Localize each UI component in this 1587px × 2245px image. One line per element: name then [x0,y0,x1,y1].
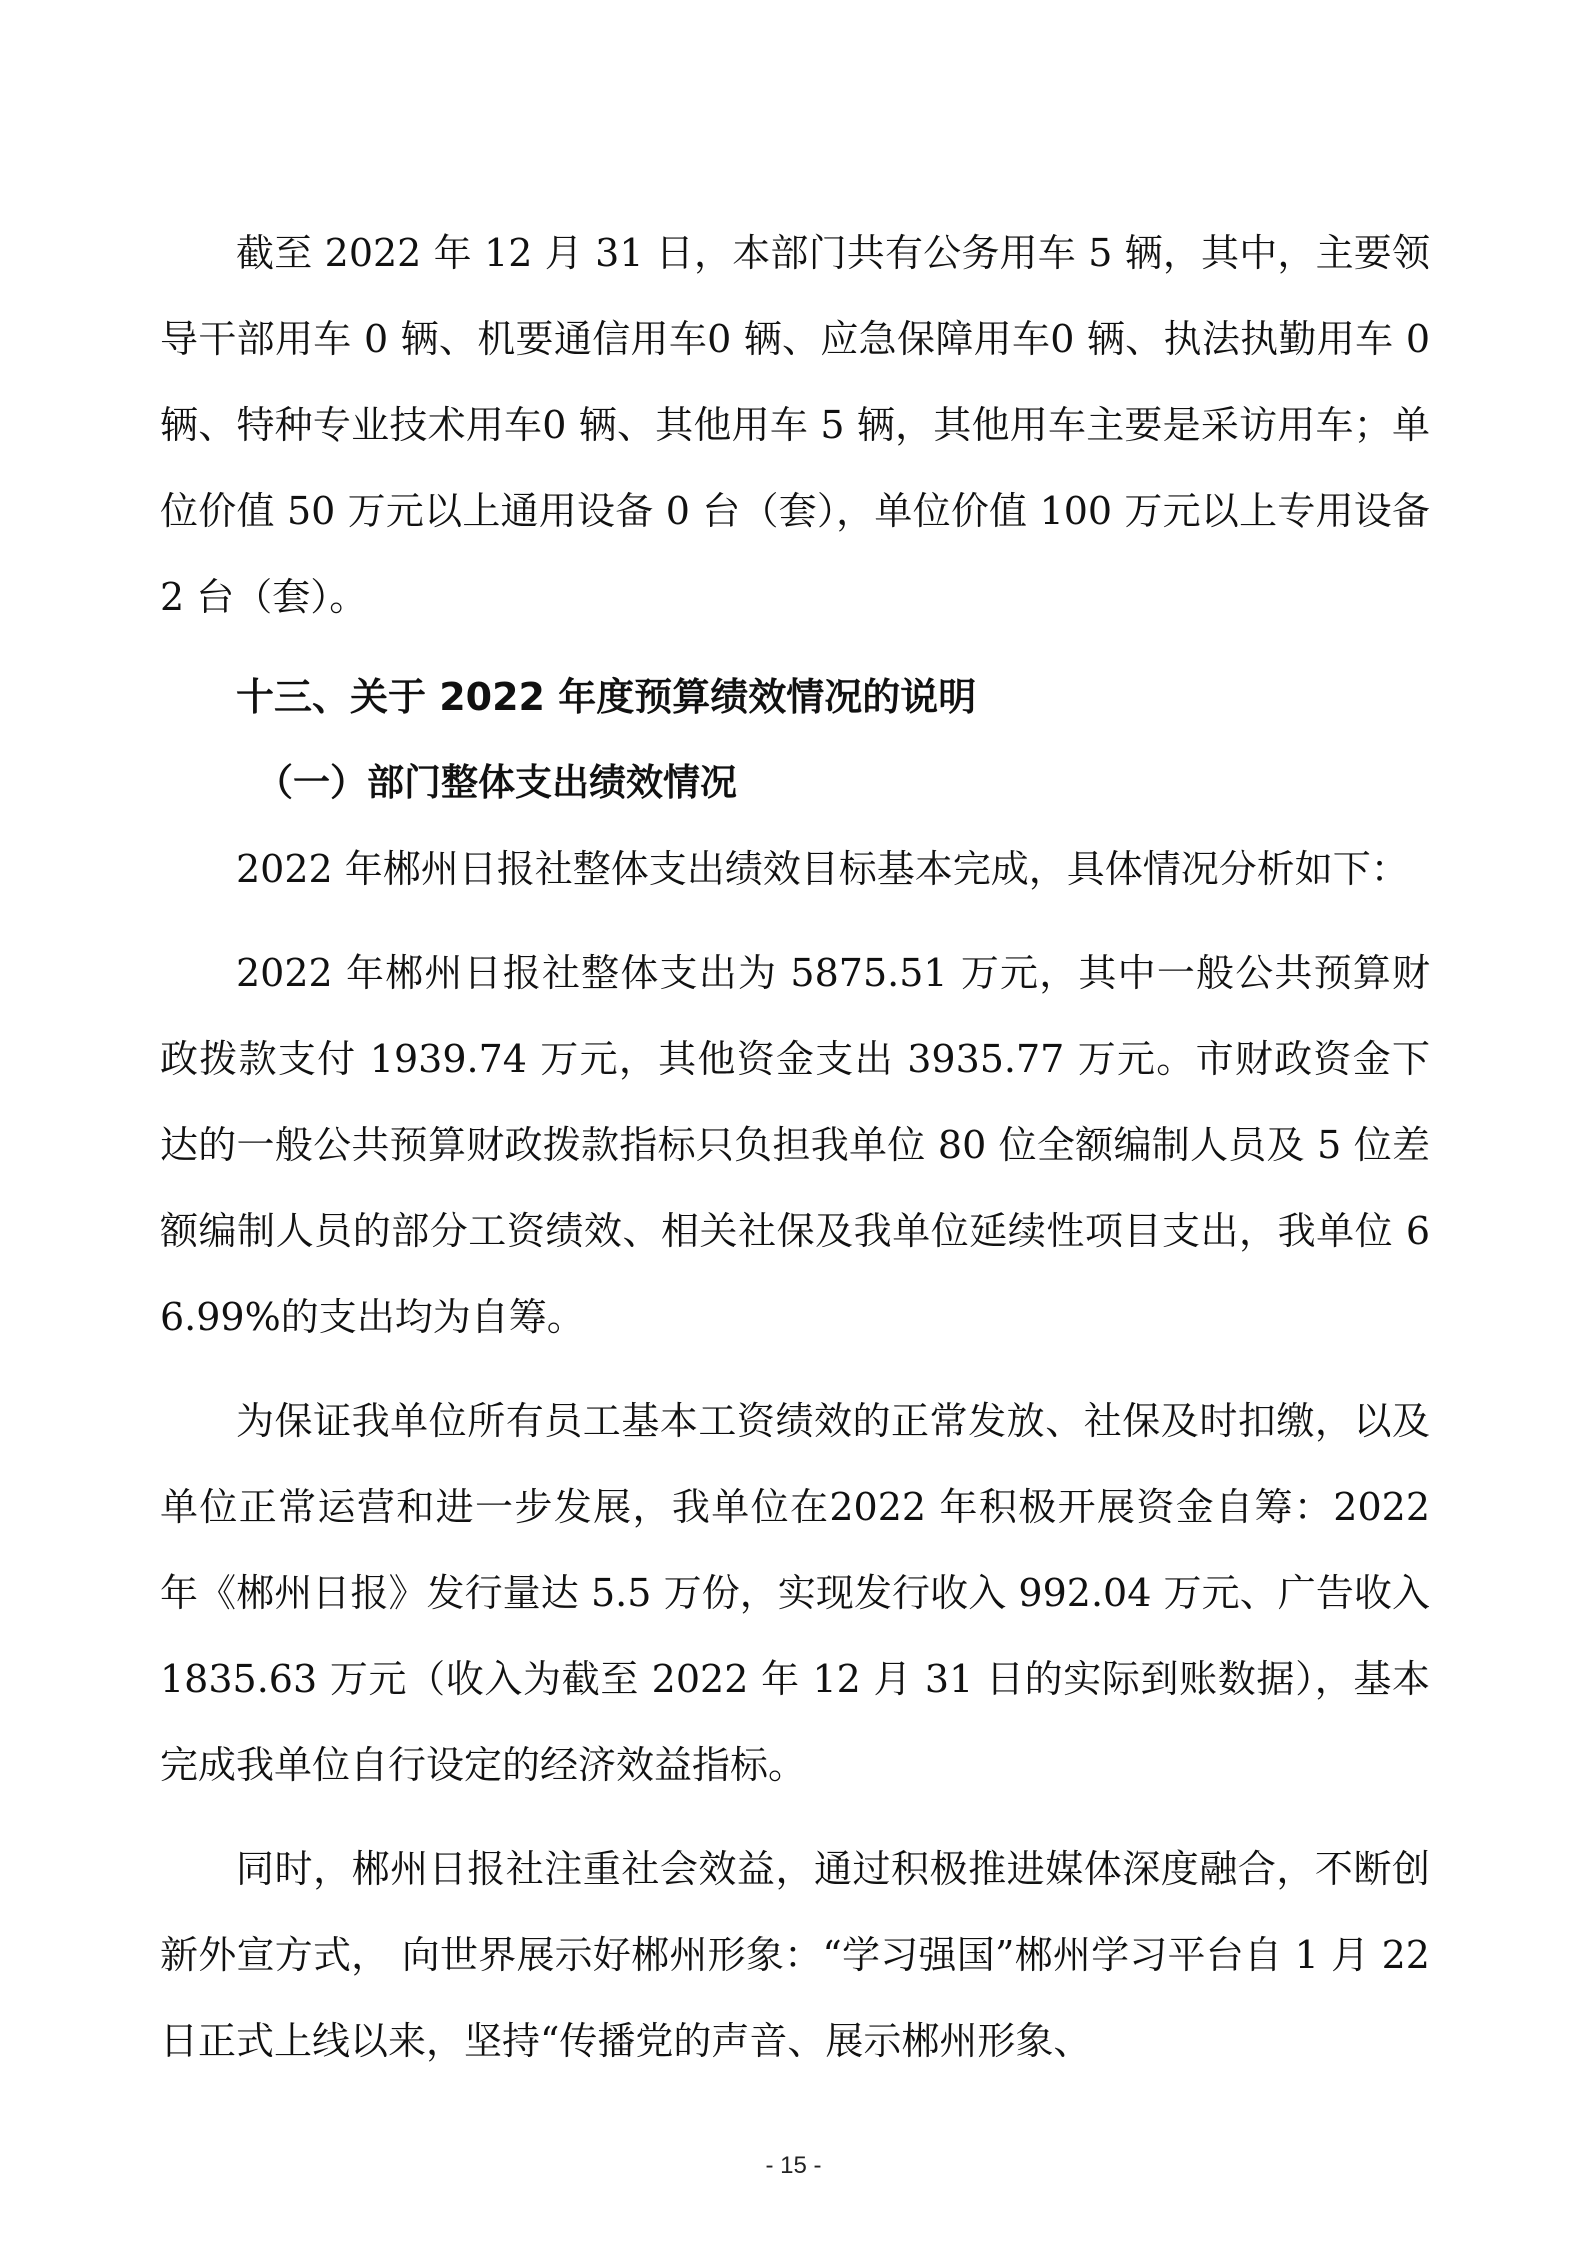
paragraph-vehicles: 截至 2022 年 12 月 31 日，本部门共有公务用车 5 辆，其中，主要领导干部用车 0 辆、机要通信用车0 辆、应急保障用车0 辆、执法执勤用车 0 辆、特种专业技术用车0 辆、其他用车 5 辆，其他用车主要是采访用车；单位价值 50 万元以上通用设备 0 台（套），单位价值 100 万元以上专用设备 2 台（套）。 [160,231,1430,619]
paragraph-expenditure: 2022 年郴州日报社整体支出为 5875.51 万元，其中一般公共预算财政拨款支付 1939.74 万元，其他资金支出 3935.77 万元。市财政资金下达的一般公共预算财政拨款指标只负担我单位 80 位全额编制人员及 5 位差额编制人员的部分工资绩效、相关社保及我单位延续性项目支出，我单位 66.99%的支出均为自筹。 [160,951,1430,1339]
page-number: - 15 - [765,2152,822,2179]
paragraph-self-funding: 为保证我单位所有员工基本工资绩效的正常发放、社保及时扣缴，以及单位正常运营和进一步发展，我单位在2022 年积极开展资金自筹：2022 年《郴州日报》发行量达 5.5 万份，实现发行收入 992.04 万元、广告收入 1835.63 万元（收入为截至 2022 年 12 月 31 日的实际到账数据），基本完成我单位自行设定的经济效益指标。 [160,1399,1430,1787]
document-body [160,210,1430,2084]
subsection-heading-1: （一）部门整体支出绩效情况 [256,761,737,804]
section-heading-13: 十三、关于 2022 年度预算绩效情况的说明 [236,675,977,719]
paragraph-performance-summary: 2022 年郴州日报社整体支出绩效目标基本完成，具体情况分析如下： [236,847,1409,891]
paragraph-social-benefit: 同时，郴州日报社注重社会效益，通过积极推进媒体深度融合，不断创新外宣方式， 向世界展示好郴州形象：“学习强国”郴州学习平台自 1 月 22 日正式上线以来，坚持“传播党的声音、展示郴州形象、 [160,1847,1430,2063]
